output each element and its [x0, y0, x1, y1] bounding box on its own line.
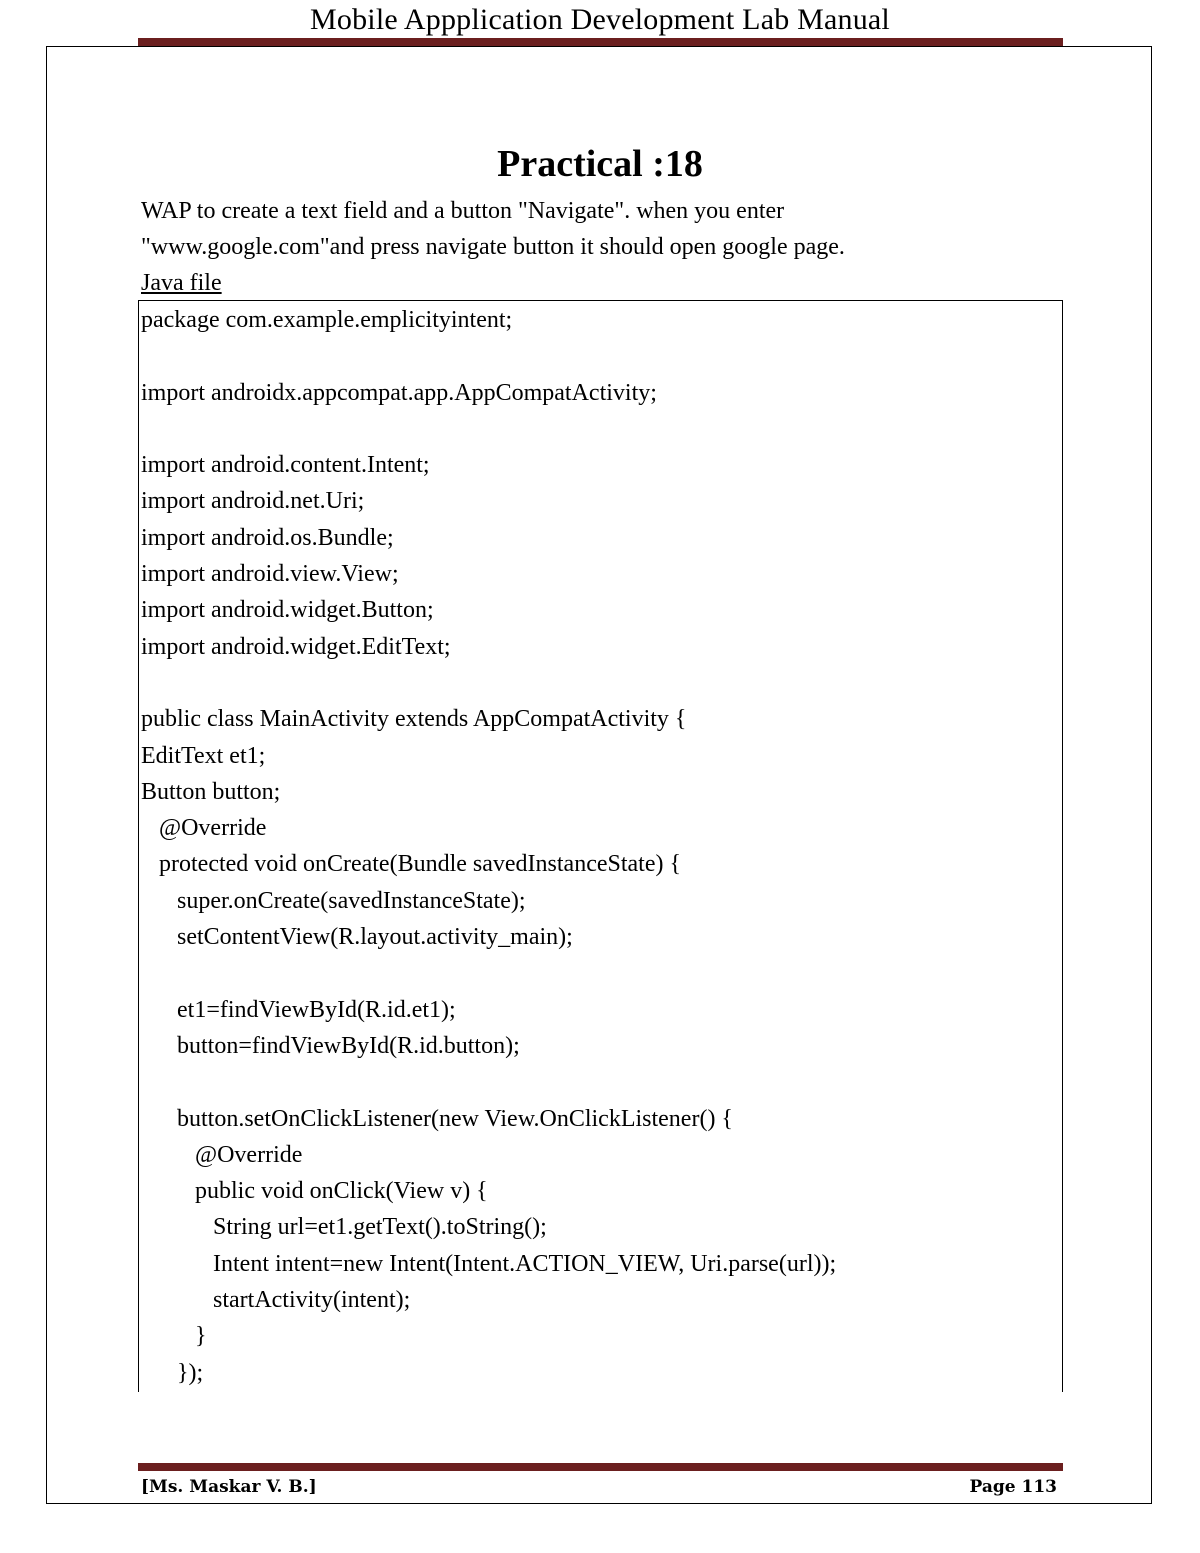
code-line: import androidx.appcompat.app.AppCompatActivity;	[141, 379, 657, 406]
footer-divider	[138, 1463, 1063, 1471]
code-line: @Override	[141, 1141, 303, 1168]
code-listing	[141, 302, 1056, 1391]
code-line: setContentView(R.layout.activity_main);	[141, 924, 573, 951]
practical-title: Practical :18	[497, 143, 703, 185]
code-line: String url=et1.getText().toString();	[141, 1214, 547, 1241]
problem-line: WAP to create a text field and a button "Navigate". when you enter	[141, 198, 785, 224]
code-line: });	[141, 1359, 204, 1386]
code-line: protected void onCreate(Bundle savedInstanceState) {	[141, 851, 681, 878]
code-line: public class MainActivity extends AppCompatActivity {	[141, 706, 687, 733]
code-line: import android.net.Uri;	[141, 488, 365, 515]
code-line: EditText et1;	[141, 742, 266, 769]
code-line: startActivity(intent);	[141, 1287, 411, 1314]
code-line: button.setOnClickListener(new View.OnClickListener() {	[141, 1105, 733, 1132]
code-line: import android.widget.EditText;	[141, 633, 451, 660]
code-line	[141, 338, 1056, 374]
code-line	[141, 411, 1056, 447]
code-line: public void onClick(View v) {	[141, 1178, 488, 1205]
code-line: button=findViewById(R.id.button);	[141, 1032, 520, 1059]
section-label-java-file: Java file	[141, 270, 222, 296]
code-line: package com.example.emplicityintent;	[141, 307, 513, 333]
code-line: Intent intent=new Intent(Intent.ACTION_VIEW, Uri.parse(url));	[141, 1250, 837, 1277]
code-line	[141, 665, 1056, 701]
footer-author: [Ms. Maskar V. B.]	[141, 1477, 317, 1497]
code-line: import android.content.Intent;	[141, 452, 430, 479]
header-divider	[138, 38, 1063, 46]
footer-page-number: Page 113	[969, 1477, 1057, 1497]
code-line: import android.view.View;	[141, 561, 399, 588]
code-line: Button button;	[141, 778, 281, 805]
code-line: import android.widget.Button;	[141, 597, 434, 624]
document-header-title: Mobile Appplication Development Lab Manual	[310, 3, 890, 36]
code-line: @Override	[141, 815, 267, 842]
code-line: super.onCreate(savedInstanceState);	[141, 887, 526, 914]
problem-statement	[141, 193, 1041, 265]
code-line: }	[141, 1323, 207, 1350]
code-line: import android.os.Bundle;	[141, 524, 394, 551]
code-line: et1=findViewById(R.id.et1);	[141, 996, 456, 1023]
problem-line: "www.google.com"and press navigate button it should open google page.	[141, 234, 845, 260]
code-line	[141, 955, 1056, 991]
code-line	[141, 1064, 1056, 1100]
